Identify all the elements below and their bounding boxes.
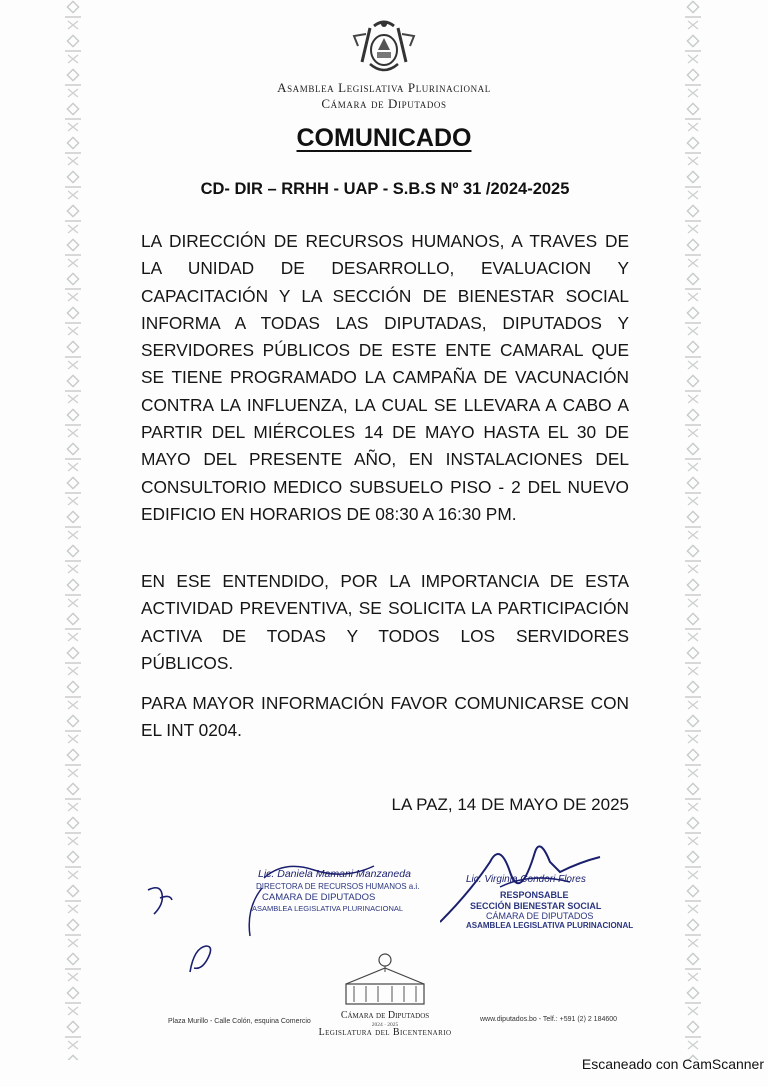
signer-left-name: Lic. Daniela Mamani Manzaneda [258,868,411,880]
signer-left-role: DIRECTORA DE RECURSOS HUMANOS a.i. [256,882,420,891]
handwritten-initial-icon [140,880,180,920]
signer-right-name: Lic. Virginia Condori Flores [466,874,586,885]
decorative-border-left [60,0,86,1060]
signature-stamp-left [244,858,420,938]
signer-left-chamber: CAMARA DE DIPUTADOS [262,892,376,903]
document-code: CD- DIR – RRHH - UAP - S.B.S Nº 31 /2024-2025 [200,180,570,198]
document-date: LA PAZ, 14 DE MAYO DE 2025 [391,795,629,814]
footer-years: 2024 · 2025 [371,1022,399,1028]
footer-legislature: Legislatura del Bicentenario [318,1027,452,1038]
document-title: COMUNICADO [296,124,472,152]
signer-left-assembly: ASAMBLEA LEGISLATIVA PLURINACIONAL [252,904,404,913]
coat-of-arms-icon [348,16,420,80]
legislature-building-icon [338,950,432,1010]
signature-stamp-right [440,832,634,942]
scanner-watermark: Escaneado con CamScanner [581,1056,764,1072]
footer-contact: www.diputados.bo - Telf.: +591 (2) 2 184600 [480,1016,618,1023]
footer-chamber: Cámara de Diputados [340,1010,430,1021]
body-paragraph-2: EN ESE ENTENDIDO, POR LA IMPORTANCIA DE ESTA ACTIVIDAD PREVENTIVA, SE SOLICITA LA PARTICIPACIÓN ACTIVA DE TODAS Y TODOS LOS SERVIDORES PÚBLICOS. [141,571,629,673]
signer-right-assembly: ASAMBLEA LEGISLATIVA PLURINACIONAL [466,921,634,930]
chamber-name: Cámara de Diputados [321,96,447,111]
decorative-border-right [680,0,706,1060]
signer-right-role: RESPONSABLE [500,890,569,900]
body-paragraph-1: LA DIRECCIÓN DE RECURSOS HUMANOS, A TRAVES DE LA UNIDAD DE DESARROLLO, EVALUACION Y CAPACITACIÓN Y LA SECCIÓN DE BIENESTAR SOCIAL INFORMA A TODAS LAS DIPUTADAS, DIPUTADOS Y SERVIDORES PÚBLICOS DE ESTE ENTE CAMARAL QUE SE TIENE PROGRAMADO LA CAMPAÑA DE VACUNACIÓN CONTRA LA INFLUENZA, LA CUAL SE LLEVARA A CABO A PARTIR DEL MIÉRCOLES 14 DE MAYO HASTA EL 30 DE MAYO DEL PRESENTE AÑO, EN INSTALACIONES DEL CONSULTORIO MEDICO SUBSUELO PISO - 2 DEL NUEVO EDIFICIO EN HORARIOS DE 08:30 A 16:30 PM. [141,231,629,524]
handwritten-initial-icon [180,938,220,978]
body-paragraph-3: PARA MAYOR INFORMACIÓN FAVOR COMUNICARSE CON EL INT 0204. [141,693,629,741]
signer-right-section: SECCIÓN BIENESTAR SOCIAL [470,901,602,911]
signer-right-chamber: CÁMARA DE DIPUTADOS [486,911,594,921]
institution-name: Asamblea Legislativa Plurinacional [277,80,491,95]
footer-address: Plaza Murillo - Calle Colón, esquina Comercio [168,1018,311,1025]
